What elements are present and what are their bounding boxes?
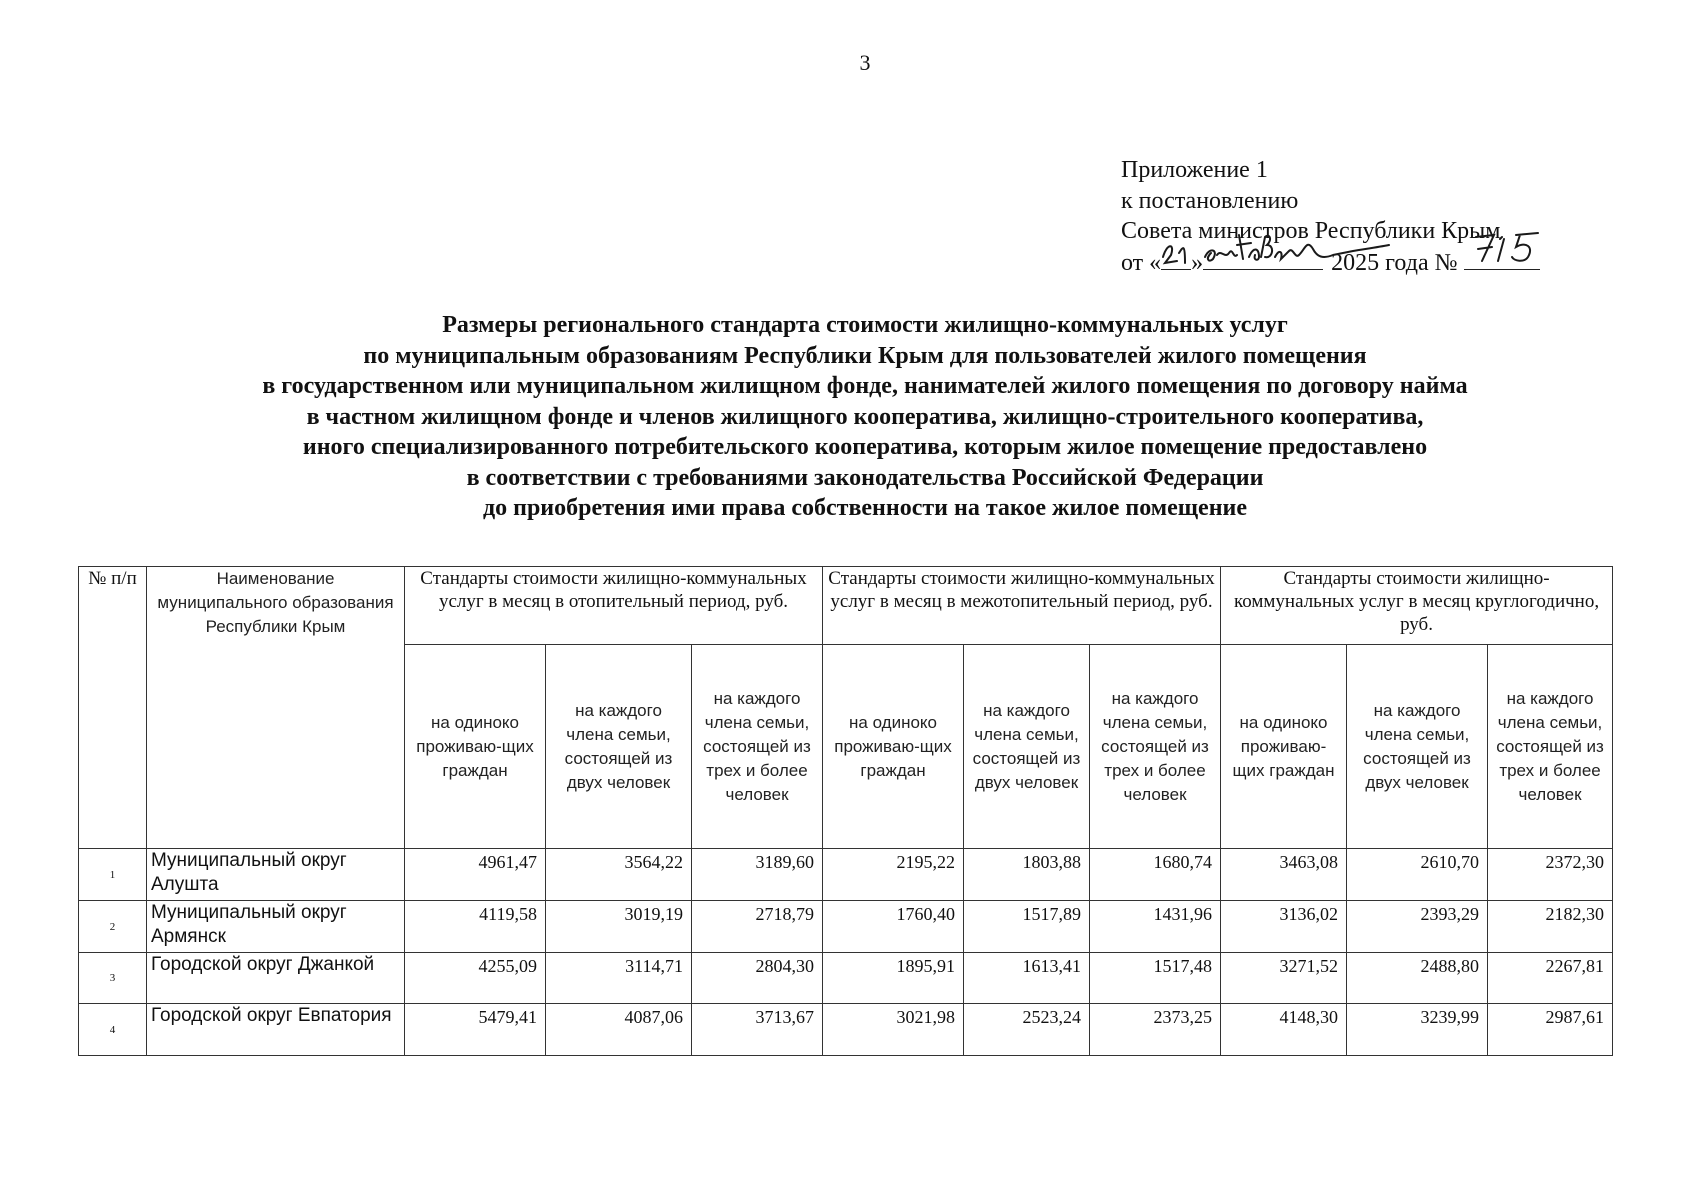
cell-value: 2373,25 (1090, 1004, 1221, 1056)
cell-value: 2610,70 (1347, 849, 1488, 901)
date-day-blank (1161, 247, 1191, 270)
cell-value: 1760,40 (823, 901, 964, 953)
cell-value: 3463,08 (1221, 849, 1347, 901)
table-row (79, 953, 1613, 1004)
cell-value: 3239,99 (1347, 1004, 1488, 1056)
header-group-heating: Стандарты стоимости жилищно-коммунальных услуг в месяц в отопительный период, руб. (405, 567, 823, 645)
cell-value: 3189,60 (692, 849, 823, 901)
row-municipality: Городской округ Джанкой (147, 953, 405, 1004)
cell-value: 1517,48 (1090, 953, 1221, 1004)
row-number: 1 (79, 849, 147, 901)
cell-value: 2393,29 (1347, 901, 1488, 953)
cell-value: 4148,30 (1221, 1004, 1347, 1056)
page-number: 3 (859, 50, 871, 75)
appendix-line-2: к постановлению (1121, 187, 1299, 214)
handwritten-month-signature (1203, 229, 1393, 267)
header-number: № п/п (79, 567, 147, 849)
subheader-two-person: на каждого члена семьи, состоящей из двух человек (964, 645, 1090, 849)
subheader-single: на одиноко проживаю-щих граждан (1221, 645, 1347, 849)
title-line: в соответствии с требованиями законодательства Российской Федерации (466, 464, 1264, 491)
cell-value: 1613,41 (964, 953, 1090, 1004)
row-number: 2 (79, 901, 147, 953)
date-year: 2025 года № (1331, 249, 1458, 276)
appendix-line-1: Приложение 1 (1121, 157, 1268, 183)
cell-value: 1680,74 (1090, 849, 1221, 901)
cell-value: 4087,06 (546, 1004, 692, 1056)
cell-value: 2267,81 (1488, 953, 1613, 1004)
cell-value: 2718,79 (692, 901, 823, 953)
title-line: до приобретения ими права собственности на такое жилое помещение (482, 495, 1247, 521)
row-municipality: Муниципальный округ Армянск (147, 901, 405, 953)
date-quote-close: » (1191, 249, 1204, 276)
cell-value: 4255,09 (405, 953, 546, 1004)
cell-value: 4119,58 (405, 901, 546, 953)
date-month-blank (1203, 247, 1323, 270)
title-line: Размеры регионального стандарта стоимости жилищно-коммунальных услуг (442, 312, 1288, 338)
handwritten-number-signature (1464, 227, 1564, 267)
table-row (79, 849, 1613, 901)
title-line: в государственном или муниципальном жилищном фонде, нанимателей жилого помещения по договору найма (262, 373, 1468, 399)
resolution-number-blank (1464, 247, 1540, 270)
cell-value: 3019,19 (546, 901, 692, 953)
title-line: в частном жилищном фонде и членов жилищного кооператива, жилищно-строительного кооператива, (306, 403, 1424, 430)
cell-value: 2182,30 (1488, 901, 1613, 953)
header-group-year-round: Стандарты стоимости жилищно-коммунальных услуг в месяц круглогодично, руб. (1221, 567, 1613, 645)
appendix-block (1121, 155, 1540, 278)
cell-value: 1431,96 (1090, 901, 1221, 953)
cell-value: 3713,67 (692, 1004, 823, 1056)
cell-value: 2987,61 (1488, 1004, 1613, 1056)
cell-value: 5479,41 (405, 1004, 546, 1056)
header-group-non-heating: Стандарты стоимости жилищно-коммунальных услуг в месяц в межотопительный период, руб. (823, 567, 1221, 645)
appendix-line-3: Совета министров Республики Крым (1121, 218, 1501, 244)
cell-value: 3136,02 (1221, 901, 1347, 953)
cell-value: 4961,47 (405, 849, 546, 901)
subheader-three-plus: на каждого члена семьи, состоящей из трех и более человек (692, 645, 823, 849)
subheader-two-person: на каждого члена семьи, состоящей из двух человек (1347, 645, 1488, 849)
subheader-single: на одиноко проживаю-щих граждан (405, 645, 546, 849)
cell-value: 3021,98 (823, 1004, 964, 1056)
subheader-two-person: на каждого члена семьи, состоящей из двух человек (546, 645, 692, 849)
handwritten-day-signature (1161, 233, 1195, 267)
cell-value: 3114,71 (546, 953, 692, 1004)
row-number: 4 (79, 1004, 147, 1056)
cell-value: 1803,88 (964, 849, 1090, 901)
cell-value: 3564,22 (546, 849, 692, 901)
cell-value: 1895,91 (823, 953, 964, 1004)
date-prefix: от « (1121, 249, 1162, 276)
cell-value: 1517,89 (964, 901, 1090, 953)
cell-value: 2523,24 (964, 1004, 1090, 1056)
cell-value: 2488,80 (1347, 953, 1488, 1004)
cell-value: 2804,30 (692, 953, 823, 1004)
cell-value: 3271,52 (1221, 953, 1347, 1004)
subheader-three-plus: на каждого члена семьи, состоящей из трех и более человек (1488, 645, 1613, 849)
title-line: по муниципальным образованиям Республики Крым для пользователей жилого помещения (363, 342, 1367, 369)
row-municipality: Муниципальный округ Алушта (147, 849, 405, 901)
header-municipality: Наименование муниципального образования Республики Крым (147, 567, 405, 849)
subheader-single: на одиноко проживаю-щих граждан (823, 645, 964, 849)
table-row (79, 901, 1613, 953)
resolution-date-line (1121, 247, 1540, 279)
cell-value: 2372,30 (1488, 849, 1613, 901)
housing-standards-table (78, 566, 1613, 1056)
document-title (0, 310, 1696, 524)
table-row (79, 1004, 1613, 1056)
table-header-row (79, 567, 1613, 645)
row-number: 3 (79, 953, 147, 1004)
title-line: иного специализированного потребительского кооператива, которым жилое помещение предоставлено (302, 434, 1428, 460)
row-municipality: Городской округ Евпатория (147, 1004, 405, 1056)
cell-value: 2195,22 (823, 849, 964, 901)
subheader-three-plus: на каждого члена семьи, состоящей из трех и более человек (1090, 645, 1221, 849)
